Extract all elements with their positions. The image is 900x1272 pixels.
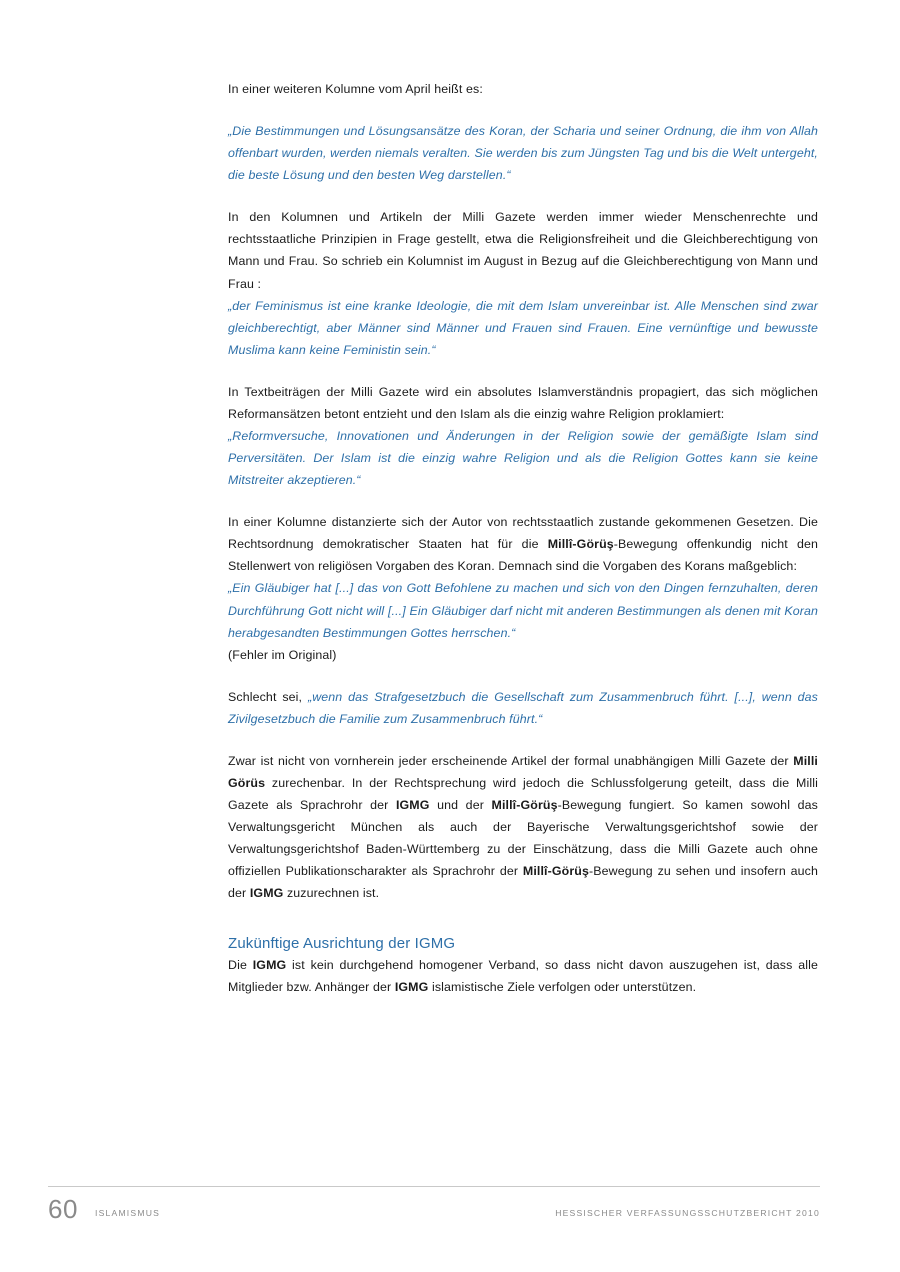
text-segment: Schlecht sei,	[228, 689, 308, 704]
term-milli-goerues: Millî-Görüş	[547, 537, 614, 552]
term-milli-goerues: Millî-Görüş	[491, 798, 558, 813]
term-igmg: IGMG	[394, 979, 429, 994]
page-content	[228, 78, 818, 998]
text-segment: -Bewegung fungiert. So kamen sowohl das Verwaltungsgericht München als auch der Bayerische Verwaltungsgerichtshof sowie der Verwaltungsgerichtshof Baden-Württemberg zu der Einschätzung, dass die Milli Gazete auch ohne offiziellen Publikationscharakter als Sprachrohr der	[228, 798, 818, 879]
text-segment: zuzurechnen ist.	[283, 886, 380, 901]
term-milli-goerues: Millî-Görüş	[522, 864, 589, 879]
page-footer	[0, 1186, 900, 1246]
text-segment: -Bewegung offenkundig nicht den Stellenwert von religiösen Vorgaben des Koran. Demnach sind die Vorgaben des Korans maßgeblich:	[228, 537, 818, 574]
text-segment: ist kein durchgehend homogener Verband, so dass nicht davon auszugehen ist, dass alle Mitglieder bzw. Anhänger der	[228, 957, 818, 994]
term-igmg: IGMG	[249, 886, 284, 901]
paragraph-milli-gazete-menschenrechte: In den Kolumnen und Artikeln der Milli Gazete werden immer wieder Menschenrechte und rechtsstaatliche Prinzipien in Frage gestellt, etwa die Religionsfreiheit und die Gleichberechtigung von Mann und Frau. So schrieb ein Kolumnist im August in Bezug auf die Gleichberechtigung von Mann und Frau :	[228, 210, 818, 291]
footer-divider	[48, 1186, 820, 1187]
paragraph-zukunft-absatz	[228, 954, 818, 998]
section-heading-block	[228, 935, 818, 998]
blockquote-reformversuche: „Reformversuche, Innovationen und Änderungen in der Religion sowie der gemäßigte Islam sind Perversitäten. Der Islam ist die einzig wahre Religion und als die Religion Gottes kann sie keine Mitstreiter akzeptieren.“	[228, 429, 818, 488]
paragraph-zwar-ist-nicht	[228, 750, 818, 905]
text-segment: -Bewegung zu sehen und insofern auch der	[228, 864, 818, 901]
page-number: 60	[48, 1194, 78, 1224]
term-igmg: IGMG	[252, 957, 287, 972]
blockquote-glaeubiger: „Ein Gläubiger hat [...] das von Gott Befohlene zu machen und sich von den Dingen fernzuhalten, deren Durchführung Gott nicht will [...] Ein Gläubiger darf nicht mit anderen Bestimmungen als denen mit Koran herabgesandten Bestimmungen Gottes herrschen.“	[228, 581, 818, 640]
paragraph-intro-april-column: In einer weiteren Kolumne vom April heißt es:	[228, 82, 483, 96]
paragraph-absolutes-islamverstaendnis: In Textbeiträgen der Milli Gazete wird ein absolutes Islamverständnis propagiert, das sich möglichen Reformansätzen betont entzieht und den Islam als die einzig wahre Religion proklamiert:	[228, 384, 818, 421]
paragraph-fehler-im-original: (Fehler im Original)	[228, 647, 337, 662]
term-igmg: IGMG	[395, 798, 430, 813]
text-segment: In einer Kolumne distanzierte sich der Autor von rechtsstaatlich zustande gekommenen Gesetzen. Die Rechtsordnung demokratischer Staaten hat für die	[228, 515, 818, 552]
text-segment: Die	[228, 957, 253, 972]
paragraph-kolumne-distanzierte	[228, 511, 818, 577]
section-heading: Zukünftige Ausrichtung der IGMG	[228, 934, 456, 952]
text-segment: zurechenbar. In der Rechtsprechung wird jedoch die Schlussfolgerung geteilt, dass die Milli Gazete als Sprachrohr der	[228, 776, 818, 813]
footer-report-label: HESSISCHER VERFASSUNGSSCHUTZBERICHT 2010	[555, 1208, 820, 1218]
inline-quote-strafgesetzbuch: „wenn das Strafgesetzbuch die Gesellschaft zum Zusammenbruch führt. [...], wenn das Zivilgesetzbuch die Familie zum Zusammenbruch führt.“	[228, 689, 818, 726]
blockquote-koran-scharia: „Die Bestimmungen und Lösungsansätze des Koran, der Scharia und seiner Ordnung, die ihm von Allah offenbart wurden, werden niemals veralten. Sie werden bis zum Jüngsten Tag und bis die Welt untergeht, die beste Lösung und den besten Weg darstellen.“	[228, 124, 818, 183]
text-segment: islamistische Ziele verfolgen oder unterstützen.	[428, 979, 697, 994]
text-segment: Zwar ist nicht von vornherein jeder erscheinende Artikel der formal unabhängigen Milli Gazete der	[228, 753, 794, 768]
footer-section-label: ISLAMISMUS	[95, 1208, 161, 1218]
paragraph-schlecht-sei	[228, 686, 818, 730]
blockquote-feminismus: „der Feminismus ist eine kranke Ideologie, die mit dem Islam unvereinbar ist. Alle Menschen sind zwar gleichberechtigt, aber Männer sind Männer und Frauen sind Frauen. Eine vernünftige und bewusste Muslima kann keine Feministin sein.“	[228, 298, 818, 357]
text-segment: und der	[429, 798, 492, 813]
term-milli-goerues: Milli Görüs	[228, 753, 818, 791]
